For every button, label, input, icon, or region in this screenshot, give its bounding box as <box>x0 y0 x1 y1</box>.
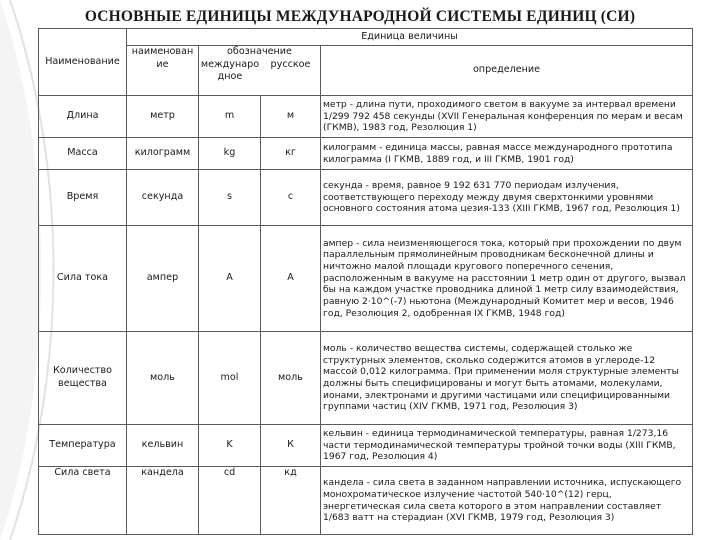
definition-cell: кандела - сила света в заданном направлении источника, испускающего монохроматическое излучение частотой 540·10^(12) герц, энергетическая сила света которого в этом направлении составляет 1/683 ватт на стерадиан (XVI ГКМВ, 1979 год, Резолюция 3) <box>321 467 693 535</box>
header-row-group <box>39 29 693 46</box>
definition-header: определение <box>321 46 693 96</box>
rus-symbol-cell: м <box>261 96 321 138</box>
rus-symbol-cell: кг <box>261 138 321 170</box>
table-row <box>39 138 693 170</box>
unit-name-cell: моль <box>127 332 199 425</box>
intl-symbol-cell: s <box>199 170 261 226</box>
table-row <box>39 467 693 535</box>
quantity-cell: Длина <box>39 96 127 138</box>
unit-name-cell: метр <box>127 96 199 138</box>
designation-label: обозначение <box>227 46 292 57</box>
international-header: международное <box>200 58 260 83</box>
unit-name-cell: килограмм <box>127 138 199 170</box>
quantity-cell: Температура <box>39 425 127 467</box>
table-row <box>39 425 693 467</box>
table-row <box>39 96 693 138</box>
definition-cell: ампер - сила неизменяющегося тока, который при прохождении по двум параллельным прямолинейным проводникам бесконечной длины и ничтожно малой площади кругового поперечного сечения, расположенным в вакууме на расстоянии 1 метр один от другого, вызвал бы на каждом участке проводника длиной 1 метр силу взаимодействия, равную 2·10^(-7) ньютона (Международный Комитет мер и весов, 1946 год, Резолюция 2, одобренная IX ГКМВ, 1948 год) <box>321 226 693 332</box>
table-row <box>39 170 693 226</box>
unit-name-cell: ампер <box>127 226 199 332</box>
rus-symbol-cell: К <box>261 425 321 467</box>
intl-symbol-cell: mol <box>199 332 261 425</box>
rus-symbol-cell: моль <box>261 332 321 425</box>
designation-header <box>199 46 321 96</box>
quantity-cell: Время <box>39 170 127 226</box>
rus-symbol-cell: А <box>261 226 321 332</box>
definition-cell: моль - количество вещества системы, содержащей столько же структурных элементов, сколько содержится атомов в углероде-12 массой 0,012 килограмма. При применении моля структурные элементы должны быть специфицированы и могут быть атомами, молекулами, ионами, электронами и другими частицами или специфицированными группами частиц (XIV ГКМВ, 1971 год, Резолюция 3) <box>321 332 693 425</box>
quantity-cell: Количество вещества <box>39 332 127 425</box>
unit-name-cell: кандела <box>127 467 199 535</box>
intl-symbol-cell: A <box>199 226 261 332</box>
header-row-columns <box>39 46 693 96</box>
definition-cell: метр - длина пути, проходимого светом в вакууме за интервал времени 1/299 792 458 секунды (XVII Генеральная конференция по мерам и весам (ГКМВ), 1983 год, Резолюция 1) <box>321 96 693 138</box>
intl-symbol-cell: kg <box>199 138 261 170</box>
definition-cell: кельвин - единица термодинамической температуры, равная 1/273,16 части термодинамической температуры тройной точки воды (XIII ГКМВ, 1967 год, Резолюция 4) <box>321 425 693 467</box>
si-units-table <box>38 28 693 535</box>
unit-name-cell: секунда <box>127 170 199 226</box>
intl-symbol-cell: K <box>199 425 261 467</box>
definition-cell: килограмм - единица массы, равная массе международного прототипа килограмма (I ГКМВ, 1889 год, и III ГКМВ, 1901 год) <box>321 138 693 170</box>
quantity-header: Наименование <box>39 29 127 96</box>
rus-symbol-cell: кд <box>261 467 321 535</box>
unit-name-cell: кельвин <box>127 425 199 467</box>
rus-symbol-cell: с <box>261 170 321 226</box>
definition-cell: секунда - время, равное 9 192 631 770 периодам излучения, соответствующего переходу между двумя сверхтонкими уровнями основного состояния атома цезия-133 (XIII ГКМВ, 1967 год, Резолюция 1) <box>321 170 693 226</box>
quantity-cell: Сила тока <box>39 226 127 332</box>
page-title: ОСНОВНЫЕ ЕДИНИЦЫ МЕЖДУНАРОДНОЙ СИСТЕМЫ ЕДИНИЦ (СИ) <box>84 8 636 25</box>
unit-name-header: наименование <box>127 46 199 96</box>
table-row <box>39 332 693 425</box>
russian-header: русское <box>270 58 311 70</box>
intl-symbol-cell: m <box>199 96 261 138</box>
intl-symbol-cell: cd <box>199 467 261 535</box>
quantity-cell: Сила света <box>39 467 127 535</box>
unit-group-header: Единица величины <box>127 29 693 46</box>
table-row <box>39 226 693 332</box>
quantity-cell: Масса <box>39 138 127 170</box>
